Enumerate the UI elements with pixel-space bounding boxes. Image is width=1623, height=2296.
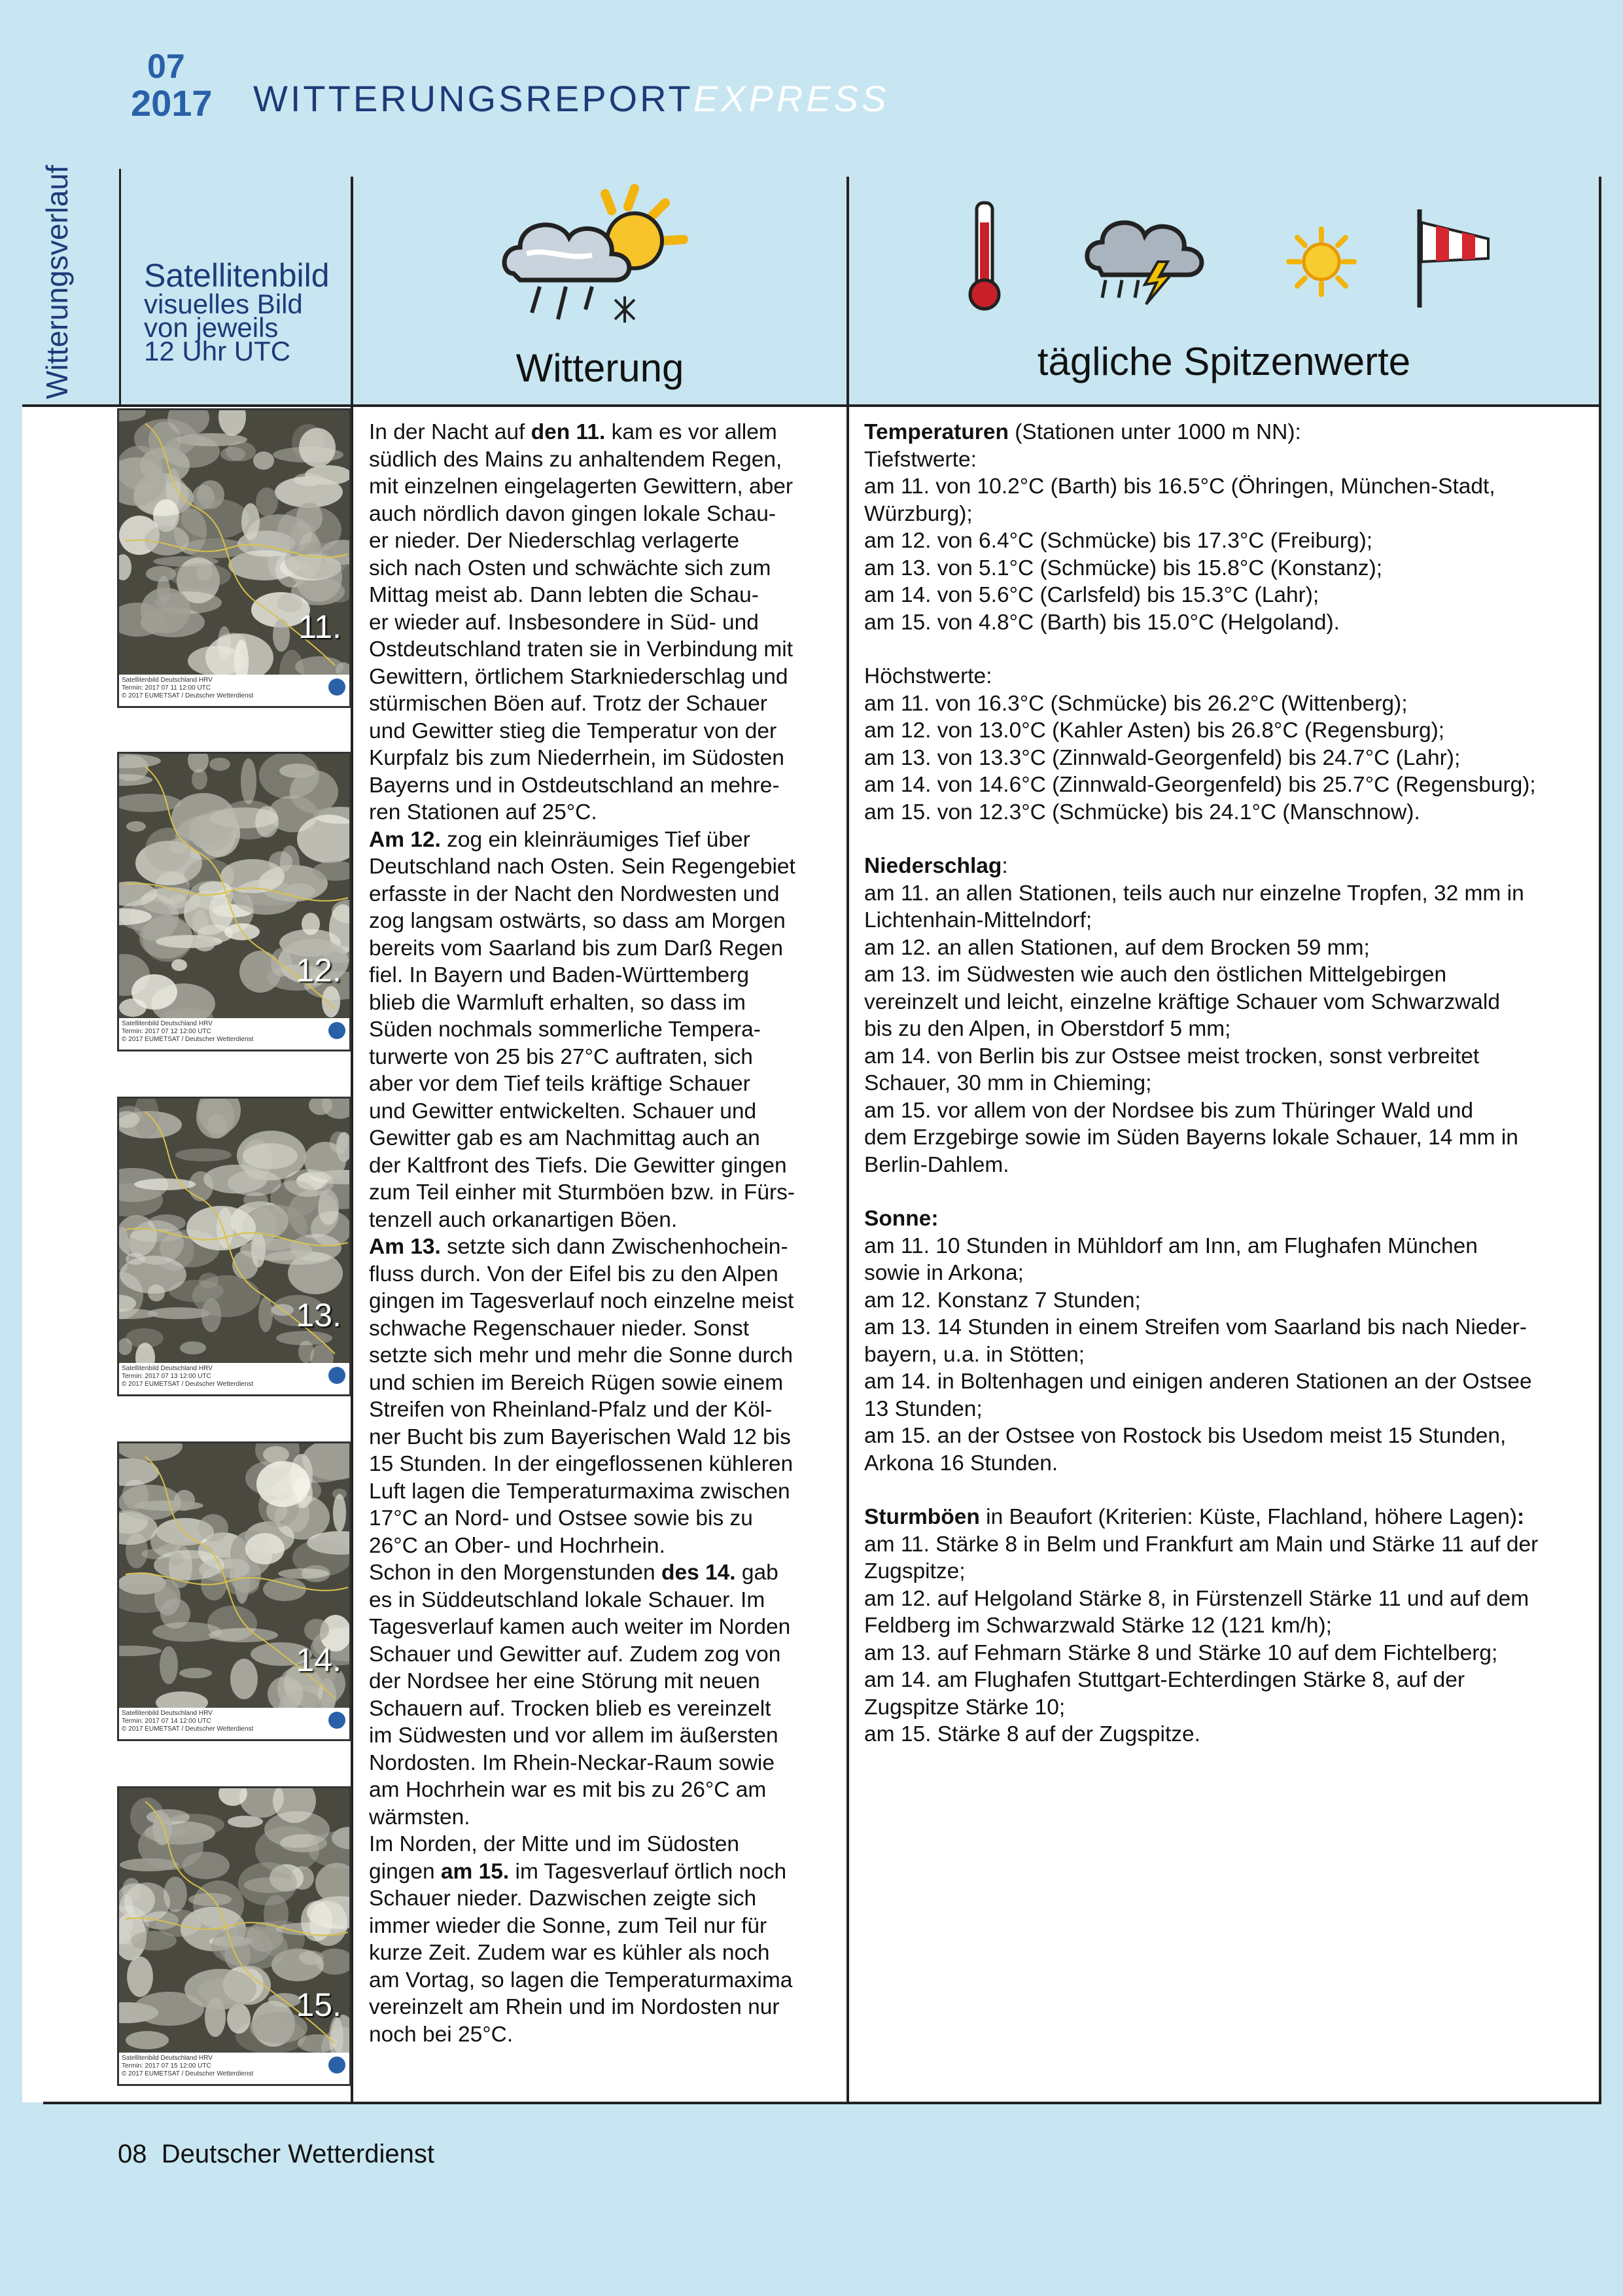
spitzenwerte-line: am 12. von 13.0°C (Kahler Asten) bis 26.8°C (Regensburg); [864,718,1445,743]
witterung-line: gingen im Tagesverlauf noch einzelne meist [369,1289,794,1313]
witterung-line: der Kaltfront des Tiefs. Die Gewitter gingen [369,1153,787,1178]
spitzenwerte-line [864,826,1594,853]
spitzenwerte-line: Berlin-Dahlem. [864,1152,1009,1177]
witterung-line: ren Stationen auf 25°C. [369,800,597,824]
satellite-caption-line: © 2017 EUMETSAT / Deutscher Wetterdienst [122,1036,254,1043]
witterung-line: zog langsam ostwärts, so dass am Morgen [369,909,786,933]
witterung-line: Im Norden, der Mitte und im Südosten [369,1832,740,1856]
satellite-image [117,1441,351,1741]
satellite-caption-line: Satellitenbild Deutschland HRV [122,1365,213,1372]
witterung-line: wärmsten. [369,1805,470,1829]
spitzenwerte-line: am 13. 14 Stunden in einem Streifen vom Saarland bis nach Nieder- [864,1315,1527,1339]
satellite-image [117,752,351,1051]
spitzenwerte-line: am 11. 10 Stunden in Mühldorf am Inn, am Flughafen München [864,1233,1478,1258]
spitzenwerte-line: am 14. am Flughafen Stuttgart-Echterdingen Stärke 8, auf der [864,1668,1465,1692]
witterung-line: erfasste in der Nacht den Nordwesten und [369,881,780,906]
witterung-line: kurze Zeit. Zudem war es kühler als noch [369,1941,770,1965]
witterung-line: vereinzelt am Rhein und im Nordosten nur [369,1995,780,2019]
witterung-line: und schien im Bereich Rügen sowie einem [369,1370,784,1395]
spitzenwerte-line: Tiefstwerte: [864,447,977,472]
satellite-subline-2: von jeweils [144,312,279,343]
spitzenwerte-line: am 12. auf Helgoland Stärke 8, in Fürstenzell Stärke 11 und auf dem [864,1586,1529,1611]
witterung-line: Am 12. zog ein kleinräumiges Tief über [369,827,750,852]
witterung-line: tenzell auch orkanartigen Böen. [369,1207,678,1232]
sun-icon [1285,226,1357,298]
title-express: EXPRESS [693,78,890,119]
spitzenwerte-line: am 13. von 13.3°C (Zinnwald-Georgenfeld) bis 24.7°C (Lahr); [864,745,1461,770]
witterung-line: immer wieder die Sonne, zum Teil nur für [369,1913,767,1938]
satellite-caption-line: © 2017 EUMETSAT / Deutscher Wetterdienst [122,1725,254,1733]
weather-cloud-sun-icon [494,182,690,339]
spitzenwerte-line: Würzburg); [864,501,973,526]
spitzenwerte-line: vereinzelt und leicht, einzelne kräftige Schauer vom Schwarzwald [864,989,1500,1014]
title-main: WITTERUNGSREPORT [253,78,693,119]
dwd-logo-icon [328,679,345,696]
divider-outer-right [1599,177,1601,2104]
satellite-caption-line: © 2017 EUMETSAT / Deutscher Wetterdienst [122,1381,254,1388]
satellite-caption-line: Termin: 2017 07 15 12:00 UTC [122,2062,211,2070]
witterung-line: blieb die Warmluft erhalten, so dass im [369,990,746,1015]
spitzenwerte-line: am 14. von Berlin bis zur Ostsee meist trocken, sonst verbreitet [864,1044,1480,1069]
report-title [253,77,889,120]
satellite-caption-line: Termin: 2017 07 11 12:00 UTC [122,684,211,692]
windsock-icon [1410,206,1495,311]
satellite-day-label: 11. [298,609,341,645]
witterung-line: es in Süddeutschland lokale Schauer. Im [369,1587,765,1612]
spitzenwerte-line: Sturmböen in Beaufort (Kriterien: Küste, Flachland, höhere Lagen): [864,1505,1525,1529]
witterung-line: mit einzelnen eingelagerten Gewittern, aber [369,474,794,499]
thermometer-icon [958,196,1011,314]
witterung-line: Nordosten. Im Rhein-Neckar-Raum sowie [369,1750,775,1775]
witterung-line: und Gewitter stieg die Temperatur von der [369,718,777,743]
witterung-line: Schauern auf. Trocken blieb es vereinzelt [369,1696,771,1721]
spitzenwerte-line: dem Erzgebirge sowie im Süden Bayerns lokale Schauer, 14 mm in [864,1125,1518,1150]
spitzenwerte-line: am 11. Stärke 8 in Belm und Frankfurt am Main und Stärke 11 auf der [864,1532,1539,1557]
satellite-caption-line: © 2017 EUMETSAT / Deutscher Wetterdienst [122,692,254,699]
dwd-logo-icon [328,1712,345,1729]
satellite-caption-line: Satellitenbild Deutschland HRV [122,2055,213,2062]
spitzenwerte-line: Schauer, 30 mm in Chieming; [864,1071,1152,1095]
satellite-caption-line: Termin: 2017 07 14 12:00 UTC [122,1718,211,1725]
spitzenwerte-line: am 14. von 5.6°C (Carlsfeld) bis 15.3°C (Lahr); [864,583,1319,607]
satellite-caption [119,1708,349,1739]
witterung-line: er nieder. Der Niederschlag verlagerte [369,529,740,553]
witterung-line: im Südwesten und vor allem im äußersten [369,1723,778,1748]
witterung-line: am Hochrhein war es mit bis zu 26°C am [369,1778,767,1802]
spitzenwerte-line: am 14. in Boltenhagen und einigen anderen Stationen an der Ostsee [864,1369,1532,1394]
spitzenwerte-line: Zugspitze; [864,1559,966,1583]
witterung-line: südlich des Mains zu anhaltendem Regen, [369,447,782,472]
witterung-line: aber vor dem Tief teils kräftige Schauer [369,1072,750,1096]
satellite-title: Satellitenbild [144,257,330,294]
satellite-caption-line: Satellitenbild Deutschland HRV [122,1710,213,1717]
satellite-day-label: 15. [296,1987,341,2023]
spitzenwerte-line: am 12. Konstanz 7 Stunden; [864,1288,1141,1313]
spitzenwerte-line: am 12. an allen Stationen, auf dem Brocken 59 mm; [864,935,1370,960]
spitzenwerte-text [864,419,1594,1748]
thunder-cloud-icon [1079,209,1210,308]
witterung-line: und Gewitter entwickelten. Schauer und [369,1099,757,1123]
spitzenwerte-line: Feldberg im Schwarzwald Stärke 12 (121 km/h); [864,1614,1332,1638]
witterung-line: noch bei 25°C. [369,2022,514,2047]
witterung-line: ner Bucht bis zum Bayerischen Wald 12 bis [369,1424,791,1449]
witterung-line: Luft lagen die Temperaturmaxima zwischen [369,1479,790,1504]
spitzenwerte-line: am 11. von 10.2°C (Barth) bis 16.5°C (Öhringen, München-Stadt, [864,474,1495,499]
witterung-title: Witterung [515,346,684,390]
satellite-caption-line: Satellitenbild Deutschland HRV [122,1020,213,1027]
satellite-day-label: 13. [296,1297,341,1333]
witterung-line: schwache Regenschauer nieder. Sonst [369,1316,750,1341]
satellite-heading [144,257,330,366]
satellite-caption-line: Termin: 2017 07 13 12:00 UTC [122,1373,211,1380]
spitzenwerte-line: am 15. von 4.8°C (Barth) bis 15.0°C (Helgoland). [864,610,1340,635]
satellite-caption-line: Termin: 2017 07 12 12:00 UTC [122,1028,211,1035]
witterung-line: setzte sich mehr und mehr die Sonne durch [369,1343,794,1368]
satellite-subline-3: 12 Uhr UTC [144,336,291,366]
witterung-line: stürmischen Böen auf. Trotz der Schauer [369,692,767,716]
issue-month: 07 [147,48,185,86]
publisher-name: Deutscher Wetterdienst [161,2140,434,2168]
dwd-logo-icon [328,2057,345,2074]
witterung-line: Gewittern, örtlichem Starkniederschlag und [369,664,788,689]
satellite-image [117,1786,351,2086]
witterung-line: Am 13. setzte sich dann Zwischenhochein- [369,1235,788,1259]
witterung-line: Süden nochmals sommerliche Tempera- [369,1017,761,1042]
spitzenwerte-line: am 15. an der Ostsee von Rostock bis Usedom meist 15 Stunden, [864,1424,1507,1448]
witterung-line: Bayerns und in Ostdeutschland an mehre- [369,773,780,798]
spitzenwerte-line: am 15. von 12.3°C (Schmücke) bis 24.1°C (Manschnow). [864,800,1420,824]
witterung-line: 17°C an Nord- und Ostsee sowie bis zu [369,1506,753,1530]
spitzenwerte-line: Höchstwerte: [864,664,992,688]
witterung-line: auch nördlich davon gingen lokale Schau- [369,501,777,526]
witterung-line: Schon in den Morgenstunden des 14. gab [369,1561,778,1585]
witterung-line: am Vortag, so lagen die Temperaturmaxima [369,1968,793,1992]
satellite-image [117,1097,351,1396]
witterung-line: Schauer nieder. Dazwischen zeigte sich [369,1886,757,1911]
spitzenwerte-line: am 11. von 16.3°C (Schmücke) bis 26.2°C (Wittenberg); [864,691,1408,716]
witterung-line: zum Teil einher mit Sturmböen bzw. in Fürs- [369,1180,795,1205]
witterung-line: 15 Stunden. In der eingeflossenen kühleren [369,1452,794,1476]
bottom-rule [43,2102,1601,2104]
spitzenwerte-line: am 15. vor allem von der Nordsee bis zum Thüringer Wald und [864,1098,1473,1123]
witterung-line: Streifen von Rheinland-Pfalz und der Köl- [369,1398,773,1422]
witterung-line: Kurpfalz bis zum Niederrhein, im Südosten [369,746,784,770]
spitzenwerte-line: am 13. im Südwesten wie auch den östlichen Mittelgebirgen [864,963,1447,987]
satellite-day-label: 14. [296,1642,341,1678]
witterung-line: Mittag meist ab. Dann lebten die Schau- [369,583,759,607]
issue-year: 2017 [131,82,213,124]
spitzenwerte-line: bayern, u.a. in Stötten; [864,1342,1085,1367]
witterung-line: bereits vom Saarland bis zum Darß Regen [369,936,784,961]
satellite-subline-1: visuelles Bild [144,289,303,319]
witterung-line: fiel. In Bayern und Baden-Württemberg [369,963,749,987]
spitzenwerte-line: Sonne: [864,1207,939,1231]
spitzenwerte-line: sowie in Arkona; [864,1261,1024,1285]
witterung-line: sich nach Osten und schwächte sich zum [369,556,771,580]
spitzenwerte-line: am 15. Stärke 8 auf der Zugspitze. [864,1722,1200,1746]
divider-left [119,169,121,404]
witterung-line: er wieder auf. Insbesondere in Süd- und [369,610,759,635]
witterung-line: turwerte von 25 bis 27°C auftraten, sich [369,1044,753,1069]
satellite-caption [119,2053,349,2084]
spitzenwerte-line [864,1178,1594,1205]
spitzenwerte-line: am 14. von 14.6°C (Zinnwald-Georgenfeld) bis 25.7°C (Regensburg); [864,773,1536,797]
spitzenwerte-line: am 13. auf Fehmarn Stärke 8 und Stärke 10 auf dem Fichtelberg; [864,1640,1498,1665]
satellite-caption [119,675,349,706]
dwd-logo-icon [328,1367,345,1384]
witterung-line: Gewitter gab es am Nachmittag auch an [369,1126,760,1150]
satellite-caption [119,1018,349,1050]
satellite-image [117,408,351,708]
divider-right [846,177,849,2104]
witterung-line: 26°C an Ober- und Hochrhein. [369,1533,665,1558]
witterung-line: fluss durch. Von der Eifel bis zu den Alpen [369,1262,778,1286]
spitzenwerte-line: am 13. von 5.1°C (Schmücke) bis 15.8°C (Konstanz); [864,556,1383,580]
witterung-line: Deutschland nach Osten. Sein Regengebiet [369,855,795,879]
spitzenwerte-line: Niederschlag: [864,854,1008,878]
witterung-line: Schauer und Gewitter auf. Zudem zog von [369,1642,781,1667]
witterung-line: Tagesverlauf kamen auch weiter im Norden [369,1615,791,1639]
spitzenwerte-line: am 12. von 6.4°C (Schmücke) bis 17.3°C (Freiburg); [864,529,1373,553]
sidebar-label: Witterungsverlauf [40,165,74,399]
spitzenwerte-line: Zugspitze Stärke 10; [864,1695,1066,1720]
page-number: 08 [118,2140,147,2168]
satellite-caption-line: © 2017 EUMETSAT / Deutscher Wetterdienst [122,2070,254,2077]
spitzenwerte-line: 13 Stunden; [864,1396,983,1421]
spitzenwerte-line: Temperaturen (Stationen unter 1000 m NN): [864,420,1301,444]
satellite-caption-line: Satellitenbild Deutschland HRV [122,677,213,684]
witterung-line: Ostdeutschland traten sie in Verbindung mit [369,637,794,662]
page-footer [118,2140,434,2169]
satellite-caption [119,1363,349,1394]
witterung-line: der Nordsee her eine Störung mit neuen [369,1669,760,1693]
spitzenwerte-line [864,636,1594,663]
satellite-day-label: 12. [296,952,341,989]
spitzenwerte-line: Lichtenhain-Mittelndorf; [864,908,1092,932]
spitzenwerte-line: bis zu den Alpen, in Oberstdorf 5 mm; [864,1017,1231,1041]
witterung-line: gingen am 15. im Tagesverlauf örtlich noch [369,1859,787,1884]
dwd-logo-icon [328,1022,345,1039]
witterung-text [369,419,840,2048]
spitzenwerte-line: Arkona 16 Stunden. [864,1451,1058,1475]
spitzenwerte-line: am 11. an allen Stationen, teils auch nur einzelne Tropfen, 32 mm in [864,881,1524,906]
spitzenwerte-line [864,1477,1594,1504]
spitzenwerte-title: tägliche Spitzenwerte [1037,340,1411,383]
witterung-line: In der Nacht auf den 11. kam es vor allem [369,420,777,444]
